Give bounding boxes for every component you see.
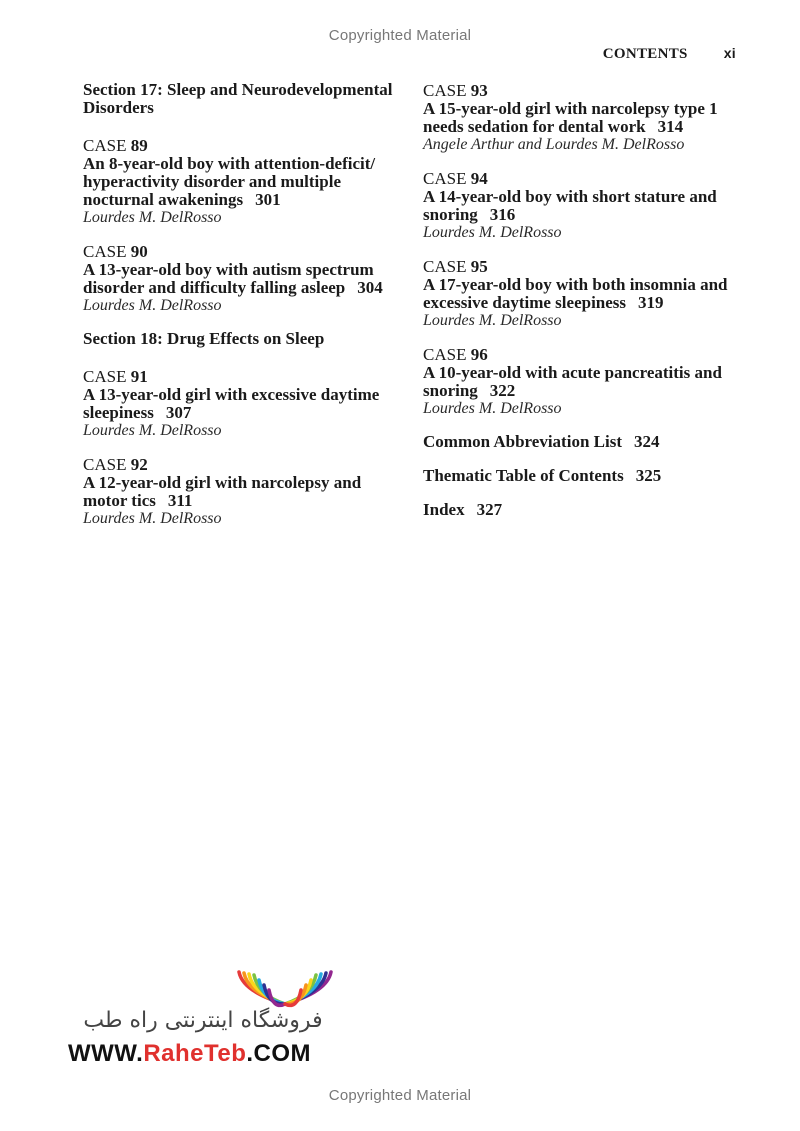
case-title — [83, 474, 403, 510]
case-word: CASE — [83, 367, 127, 386]
toc-right-column — [423, 81, 743, 535]
case-title-text: A 13-year-old girl with excessive daytime sleepiness — [83, 385, 380, 422]
case-word: CASE — [83, 455, 127, 474]
section-17-heading: Section 17: Sleep and Neurodevelopmental Disorders — [83, 80, 393, 117]
case-author: Lourdes M. DelRosso — [83, 209, 222, 226]
case-number: 91 — [130, 367, 148, 386]
case-author: Lourdes M. DelRosso — [83, 297, 222, 314]
toc-entry-case-93 — [423, 81, 743, 154]
case-title — [423, 100, 743, 136]
logo-persian-text: فروشگاه اینترنتی راه طب — [83, 1008, 323, 1033]
backmatter-title: Common Abbreviation List — [423, 432, 622, 451]
case-title — [83, 386, 403, 422]
case-number: 93 — [470, 81, 488, 100]
backmatter-page-number: 324 — [634, 432, 660, 451]
toc-entry-case-96 — [423, 345, 743, 418]
case-title-text: A 17-year-old boy with both insomnia and excessive daytime sleepiness — [423, 275, 728, 312]
logo-url — [68, 1040, 311, 1068]
case-page-number: 322 — [489, 381, 516, 400]
url-prefix: WWW. — [68, 1040, 144, 1067]
toc-entry-case-94 — [423, 169, 743, 242]
case-title — [423, 276, 743, 312]
case-title — [83, 261, 403, 297]
case-word: CASE — [423, 169, 467, 188]
page-number: xi — [723, 45, 736, 61]
case-page-number: 307 — [165, 403, 192, 422]
case-page-number: 319 — [638, 293, 664, 312]
case-label — [83, 136, 403, 155]
case-title-text: A 13-year-old boy with autism spectrum disorder and difficulty falling asleep — [83, 260, 374, 297]
running-head — [603, 45, 736, 63]
case-number: 94 — [470, 169, 488, 188]
case-label — [423, 169, 743, 188]
case-author: Lourdes M. DelRosso — [423, 312, 562, 329]
url-brand: RaheTeb — [143, 1040, 247, 1067]
case-title — [423, 188, 743, 224]
toc-entry-thematic-table — [423, 467, 743, 485]
case-number: 89 — [130, 136, 148, 155]
toc-entry-case-92 — [83, 455, 403, 528]
case-label — [423, 257, 743, 276]
backmatter-page-number: 325 — [635, 466, 662, 485]
case-label — [83, 242, 403, 261]
case-title-text: A 12-year-old girl with narcolepsy and motor tics — [83, 473, 362, 510]
backmatter-title: Index — [423, 500, 465, 519]
case-word: CASE — [423, 81, 467, 100]
case-word: CASE — [423, 257, 467, 276]
case-label — [83, 367, 403, 386]
case-page-number: 304 — [357, 278, 383, 297]
case-author: Lourdes M. DelRosso — [83, 510, 222, 527]
case-number: 95 — [470, 257, 488, 276]
case-page-number: 316 — [489, 205, 516, 224]
toc-entry-index — [423, 501, 743, 519]
backmatter-title: Thematic Table of Contents — [423, 466, 624, 485]
section-18-heading: Section 18: Drug Effects on Sleep — [83, 329, 325, 348]
case-title-text: A 10-year-old with acute pancreatitis and snoring — [423, 363, 722, 400]
case-label — [423, 345, 743, 364]
url-suffix: .COM — [246, 1040, 312, 1067]
backmatter-page-number: 327 — [476, 500, 503, 519]
case-number: 92 — [130, 455, 148, 474]
copyright-watermark-top: Copyrighted Material — [328, 27, 472, 44]
case-author: Lourdes M. DelRosso — [83, 422, 222, 439]
case-page-number: 311 — [167, 491, 193, 510]
case-number: 90 — [130, 242, 148, 261]
case-page-number: 301 — [255, 190, 281, 209]
case-author: Lourdes M. DelRosso — [423, 400, 562, 417]
case-author: Angele Arthur and Lourdes M. DelRosso — [423, 136, 685, 153]
case-title — [423, 364, 743, 400]
case-word: CASE — [83, 242, 127, 261]
toc-entry-case-90 — [83, 242, 403, 315]
case-label — [423, 81, 743, 100]
case-title-text: A 15-year-old girl with narcolepsy type 1 needs sedation for dental work — [423, 99, 718, 136]
case-word: CASE — [423, 345, 467, 364]
running-head-title: CONTENTS — [602, 46, 688, 62]
case-page-number: 314 — [657, 117, 684, 136]
copyright-watermark-bottom: Copyrighted Material — [328, 1087, 472, 1104]
raheteb-logo — [60, 960, 350, 1070]
open-book-fan-icon — [235, 960, 335, 1010]
case-title — [83, 155, 403, 209]
case-word: CASE — [83, 136, 127, 155]
toc-entry-abbreviations — [423, 433, 743, 451]
case-number: 96 — [470, 345, 488, 364]
toc-entry-case-95 — [423, 257, 743, 330]
case-title-text: A 14-year-old boy with short stature and snoring — [423, 187, 717, 224]
toc-entry-case-89 — [83, 136, 403, 227]
case-author: Lourdes M. DelRosso — [423, 224, 562, 241]
case-label — [83, 455, 403, 474]
toc-left-column — [83, 81, 403, 543]
toc-entry-case-91 — [83, 367, 403, 440]
case-title-text: An 8-year-old boy with attention-deficit/ hyperactivity disorder and multiple nocturnal awakenings — [83, 154, 376, 209]
